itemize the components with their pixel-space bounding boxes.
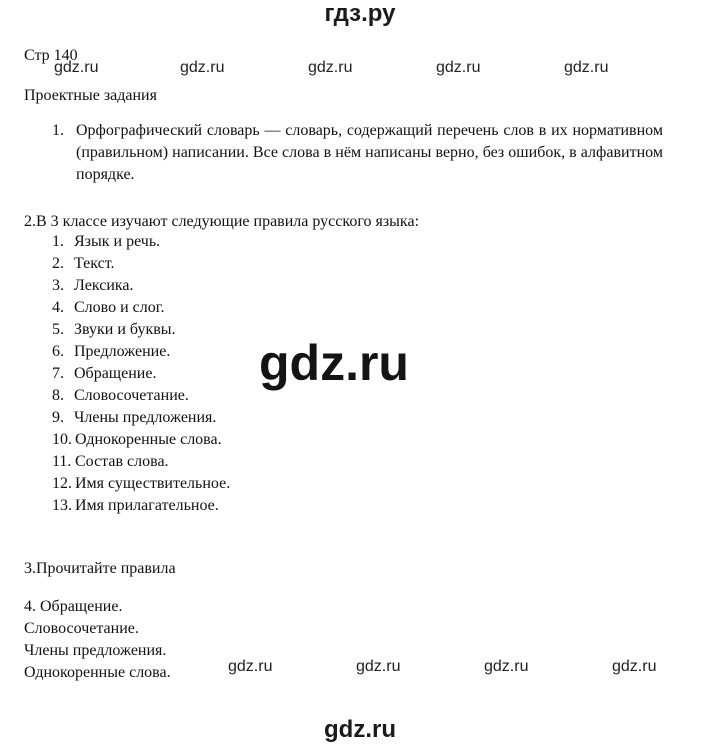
list-item-text: Слово и слог. [74, 299, 165, 316]
list-item-text: Состав слова. [75, 453, 169, 470]
page-reference: Стр 140 [24, 47, 78, 64]
site-title: гдз.ру [324, 0, 396, 27]
watermark-bottom-3: gdz.ru [484, 658, 529, 675]
list-item [52, 365, 157, 383]
watermark-bottom-4: gdz.ru [612, 658, 657, 675]
list-item [52, 321, 176, 339]
watermark-bottom-2: gdz.ru [356, 658, 401, 675]
list-item [52, 475, 231, 493]
list-item-text: Звуки и буквы. [74, 321, 176, 338]
list-item-number: 11. [52, 453, 72, 470]
list-item-number: 5. [52, 321, 64, 338]
section-title: Проектные задания [24, 87, 157, 104]
list-item-text: Члены предложения. [74, 409, 217, 426]
list-item-text: Текст. [74, 255, 115, 272]
task4-line-1: 4. Обращение. [24, 598, 123, 615]
task4-line-3: Члены предложения. [24, 642, 167, 659]
task4-line-2: Словосочетание. [24, 620, 139, 637]
watermark-top-4: gdz.ru [436, 59, 481, 76]
list-item-number: 9. [52, 409, 64, 426]
list-item [52, 431, 222, 449]
watermark-footer: gdz.ru [324, 716, 396, 743]
list-item-text: Имя прилагательное. [75, 497, 219, 514]
list-item-text: Обращение. [74, 365, 157, 382]
list-item-number: 8. [52, 387, 64, 404]
list-item-text: Предложение. [74, 343, 171, 360]
list-item [52, 453, 169, 471]
list-item-text: Лексика. [74, 277, 134, 294]
list-item [52, 409, 217, 427]
watermark-bottom-1: gdz.ru [228, 658, 273, 675]
task4-line-4: Однокоренные слова. [24, 664, 171, 681]
list-item [52, 343, 171, 361]
list-item-number: 6. [52, 343, 64, 360]
list-item-number: 13. [52, 497, 72, 514]
list-item-number: 2. [52, 255, 64, 272]
list-item-number: 4. [52, 299, 64, 316]
list-item-text: Словосочетание. [74, 387, 189, 404]
list-item [52, 277, 134, 295]
task2-intro: 2.В 3 классе изучают следующие правила русского языка: [24, 213, 420, 230]
task3-text: 3.Прочитайте правила [24, 560, 176, 577]
watermark-center: gdz.ru [259, 335, 409, 391]
list-item-number: 3. [52, 277, 64, 294]
list-item-number: 1. [52, 233, 64, 250]
list-item-number: 12. [52, 475, 72, 492]
list-item [52, 299, 165, 317]
list-item-text: Язык и речь. [74, 233, 161, 250]
watermark-top-1: gdz.ru [54, 59, 99, 76]
list-item-text: Имя существительное. [75, 475, 231, 492]
list-item [52, 233, 161, 251]
watermark-top-5: gdz.ru [564, 59, 609, 76]
list-item-number: 10. [52, 431, 72, 448]
watermark-top-2: gdz.ru [180, 59, 225, 76]
list-item-number: 7. [52, 365, 64, 382]
task1-text: Орфографический словарь — словарь, содержащий перечень слов в их нормативном (правильном) написании. Все слова в нём написаны верно, без ошибок, в алфавитном порядке. [76, 122, 663, 183]
list-item [52, 255, 115, 273]
task1-number: 1. [52, 122, 64, 139]
list-item-text: Однокоренные слова. [75, 431, 222, 448]
list-item [52, 497, 219, 515]
list-item [52, 387, 189, 405]
watermark-top-3: gdz.ru [308, 59, 353, 76]
